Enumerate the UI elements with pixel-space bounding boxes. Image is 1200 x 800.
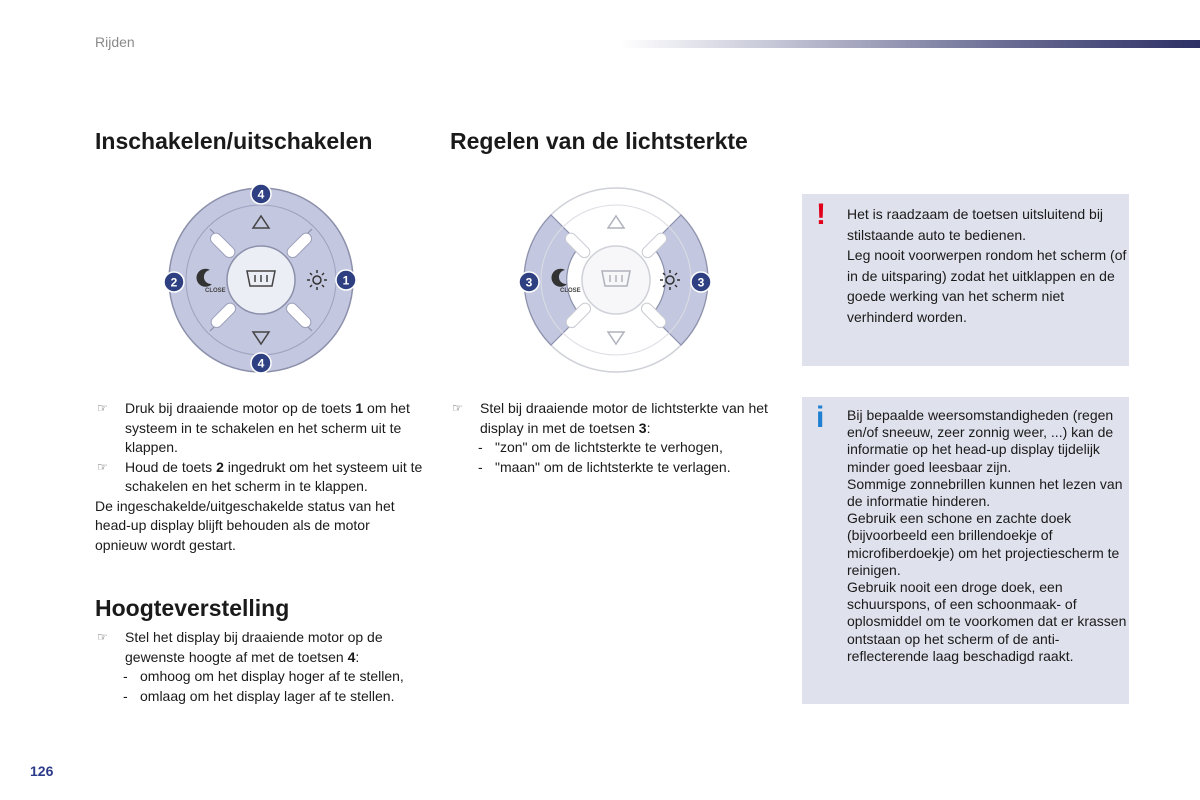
badge-left-3 [519,272,539,292]
list-item-text: Houd de toets 2 ingedrukt om het systeem uit te schakelen en het scherm in te klappen. [125,458,423,494]
sub-list-item: - "maan" om de lichtsterkte te verlagen. [478,458,731,475]
svg-text:3: 3 [525,275,533,290]
info-icon: i [816,401,825,434]
svg-text:4: 4 [257,187,265,202]
header-gradient-bar [620,40,1200,48]
badge-top-4 [251,184,271,204]
list-item-text: Druk bij draaiende motor op de toets 1 om het systeem in te schakelen en het scherm uit te klappen. [125,400,410,455]
info-note [802,397,1129,704]
list-item-text: Stel bij draaiende motor de lichtsterkte van het display in met de toetsen 3: [480,400,768,436]
svg-text:CLOSE: CLOSE [560,288,581,294]
svg-text:3: 3 [697,275,705,290]
svg-text:1: 1 [342,273,350,288]
info-text: Bij bepaalde weersomstandigheden (regen en/of sneeuw, zeer zonnig weer, ...) kan de informatie op het head-up display tijdelijk minder goed leesbaar zijn. Sommige zonnebrillen kunnen het lezen van de informatie hinderen. Gebruik een schone en zachte doek (bijvoorbeeld een brillendoekje of microfiberdoekje) om het projectiescherm te reinigen. Gebruik nooit een droge doek, een schuurspons, of een schoonmaak- of oplosmiddel om te voorkomen dat er krassen ontstaan op het scherm of de anti-reflecterende laag beschadigd raakt. [847,407,1127,664]
control-pad-diagram-1 [160,183,365,378]
control-pad-diagram-2 [515,183,720,378]
heading-on-off: Inschakelen/uitschakelen [95,128,373,154]
on-off-instructions [95,399,425,555]
sub-list-item: - "zon" om de lichtsterkte te verhogen, [478,439,723,455]
svg-text:2: 2 [170,275,178,290]
brightness-instructions [450,399,780,477]
bullet-hand-icon: ☞ [97,401,108,415]
badge-left-2 [164,272,184,292]
height-instructions [95,628,430,706]
bullet-hand-icon: ☞ [97,630,108,644]
bullet-hand-icon: ☞ [452,401,463,415]
bullet-hand-icon: ☞ [97,459,108,474]
sub-list-item: - omlaag om het display lager af te stellen. [123,687,395,704]
badge-bottom-4 [251,353,271,373]
sub-list-item: - omhoog om het display hoger af te stellen, [123,668,404,684]
heading-height-adjust: Hoogteverstelling [95,595,290,621]
list-item [450,399,780,438]
svg-text:CLOSE: CLOSE [205,288,226,294]
badge-right-3 [691,272,711,292]
list-item-text: Stel het display bij draaiende motor op de gewenste hoogte af met de toetsen 4: [125,629,383,665]
list-item [95,628,430,667]
badge-right-1 [336,270,356,290]
heading-brightness: Regelen van de lichtsterkte [450,128,748,154]
list-item [95,458,425,497]
page-number: 126 [30,763,54,779]
svg-text:4: 4 [257,356,265,371]
section-label: Rijden [95,34,135,50]
warning-exclamation-icon: ! [816,198,826,231]
warning-note [802,194,1129,366]
warning-text: Het is raadzaam de toetsen uitsluitend bij stilstaande auto te bedienen. Leg nooit voorwerpen rondom het scherm (of in de uitsparing) zodat het uitklappen en de goede werking van het scherm niet verhinderd worden. [847,206,1127,325]
status-paragraph: De ingeschakelde/uitgeschakelde status van het head-up display blijft behouden als de motor opnieuw wordt gestart. [95,497,395,553]
list-item [95,399,425,458]
